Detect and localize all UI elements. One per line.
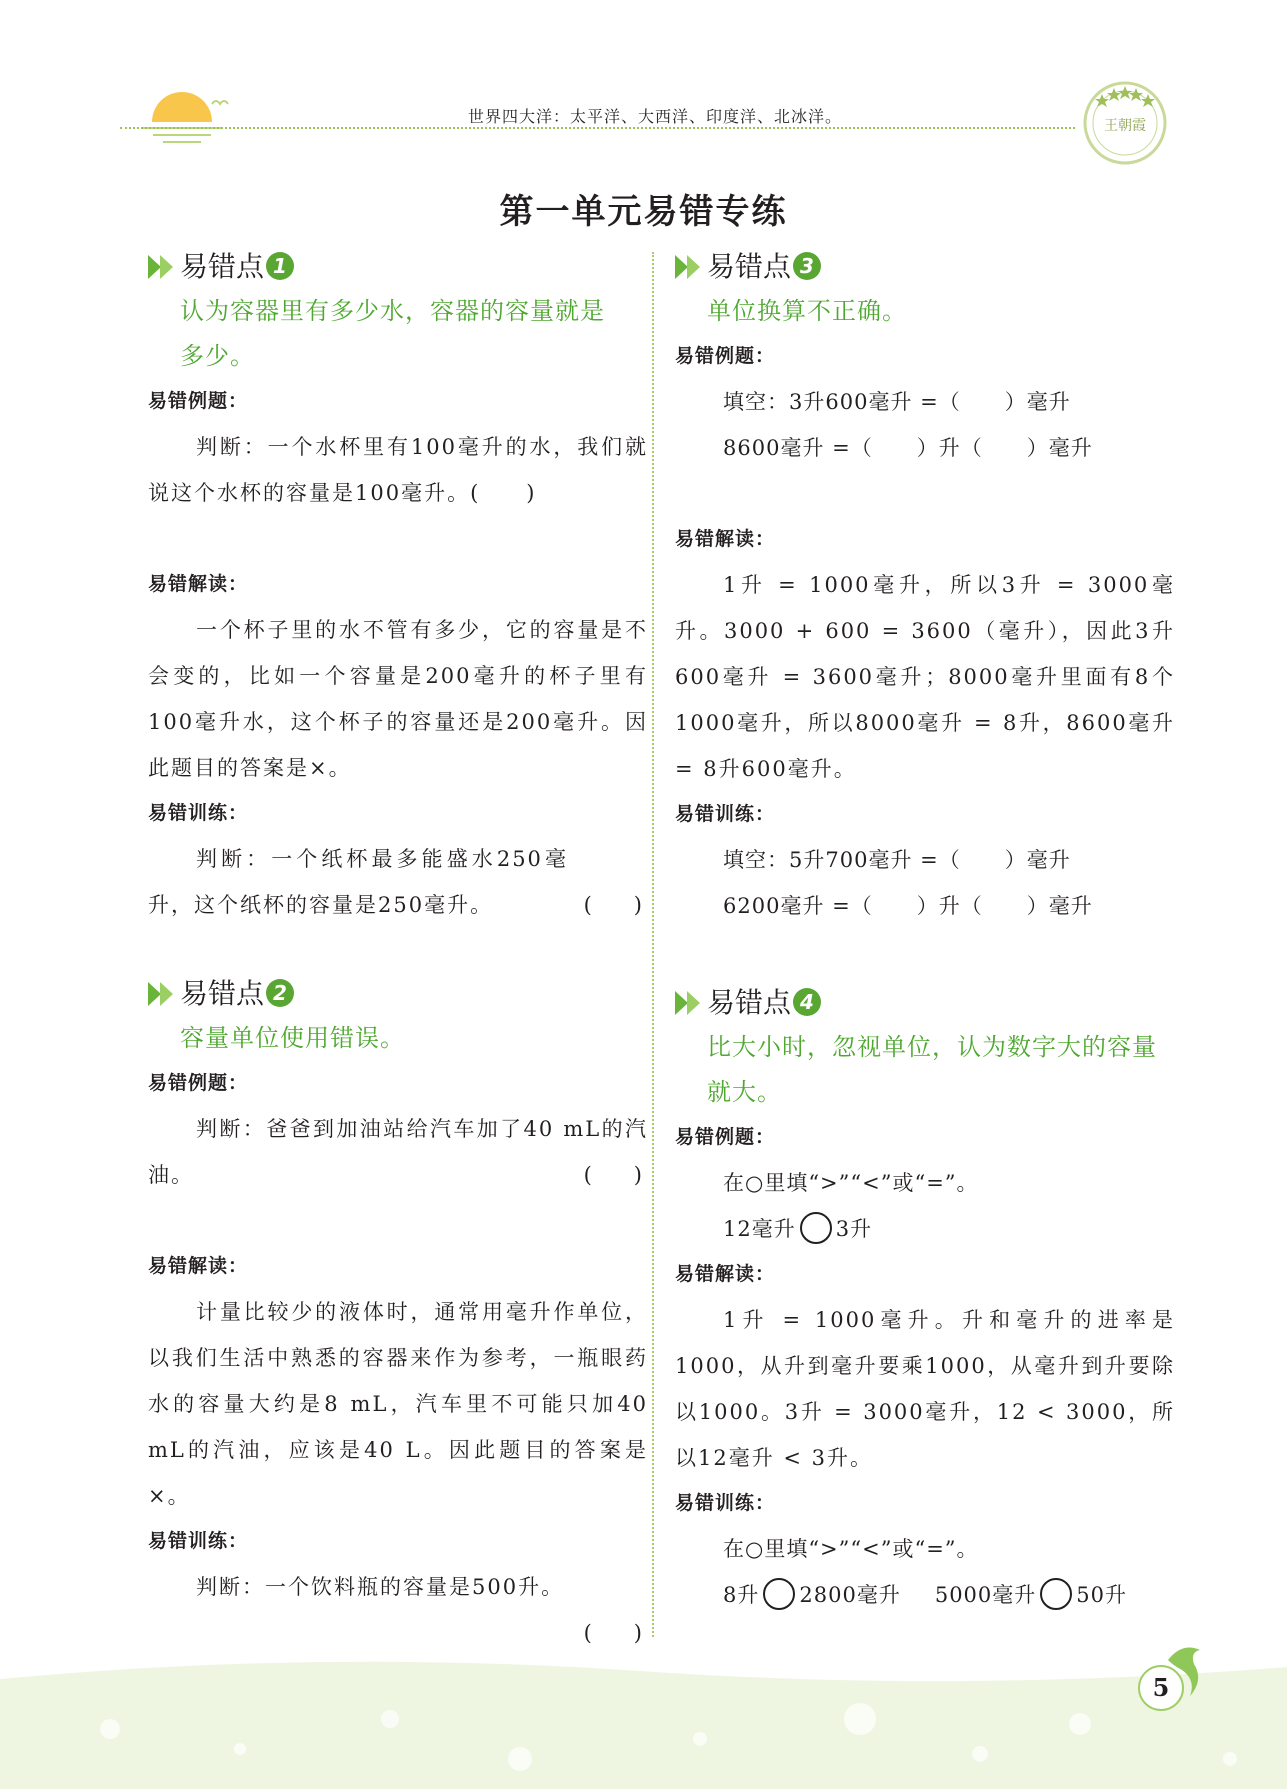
point-2-example-paren[interactable]: ( ) xyxy=(583,1163,642,1187)
point-1-heading xyxy=(148,245,648,289)
compare-right: 50升 xyxy=(1076,1583,1128,1607)
compare-left: 12毫升 xyxy=(723,1217,796,1241)
point-1-desc-line-2: 多少。 xyxy=(180,342,255,370)
point-3-example-line-1: 填空：3升600毫升 =（ ）毫升 xyxy=(723,390,1071,414)
point-label: 易错点 xyxy=(180,977,265,1010)
compare-left: 8升 xyxy=(723,1583,760,1607)
point-number-badge: 3 xyxy=(793,252,821,280)
compare-left: 5000毫升 xyxy=(934,1583,1037,1607)
double-arrow-icon xyxy=(148,255,178,279)
point-3-desc: 单位换算不正确。 xyxy=(707,297,907,325)
example-label: 易错例题： xyxy=(148,1072,249,1094)
train-label: 易错训练： xyxy=(148,802,249,824)
point-4-example-compare xyxy=(675,1206,1175,1252)
explain-label: 易错解读： xyxy=(675,528,776,550)
point-3-train-line-1: 填空：5升700毫升 =（ ）毫升 xyxy=(723,848,1071,872)
header-motto: 世界四大洋：太平洋、大西洋、印度洋、北冰洋。 xyxy=(468,107,843,126)
explain-label: 易错解读： xyxy=(675,1263,776,1285)
compare-right: 2800毫升 xyxy=(799,1583,901,1607)
compare-right: 3升 xyxy=(835,1217,873,1241)
point-4-train-compare xyxy=(675,1572,1175,1618)
example-label: 易错例题： xyxy=(148,390,249,412)
footer-wave-background xyxy=(0,1649,1287,1789)
explain-label: 易错解读： xyxy=(148,573,249,595)
svg-text:王朝霞: 王朝霞 xyxy=(1104,118,1146,134)
sun-logo-icon xyxy=(143,82,221,160)
point-label: 易错点 xyxy=(180,250,265,283)
point-2-train: 判断：一个饮料瓶的容量是500升。 xyxy=(196,1575,565,1599)
train-label: 易错训练： xyxy=(148,1530,249,1552)
page-number: 5 xyxy=(1138,1665,1184,1711)
column-divider xyxy=(652,252,654,1637)
example-label: 易错例题： xyxy=(675,1126,776,1148)
point-2-example: 判断：爸爸到加油站给汽车加了40 mL的汽油。 xyxy=(148,1117,648,1187)
point-2-explain: 计量比较少的液体时，通常用毫升作单位，以我们生活中熟悉的容器来作为参考，一瓶眼药水的容量大约是8 mL，汽车里不可能只加40 mL的汽油，应该是40 L。因此题目的答案是×。 xyxy=(148,1300,648,1508)
point-1-example: 判断：一个水杯里有100毫升的水，我们就说这个水杯的容量是100毫升。( ) xyxy=(148,435,648,505)
train-label: 易错训练： xyxy=(675,1492,776,1514)
birds-icon xyxy=(210,96,236,112)
point-label: 易错点 xyxy=(707,250,792,283)
compare-circle[interactable] xyxy=(1040,1578,1072,1610)
compare-circle[interactable] xyxy=(763,1578,795,1610)
point-1-desc-line-1: 认为容器里有多少水，容器的容量就是 xyxy=(180,297,605,325)
point-1-train: 判断：一个纸杯最多能盛水250毫升，这个纸杯的容量是250毫升。 xyxy=(148,847,568,917)
point-2-answer-paren[interactable]: ( ) xyxy=(583,1621,642,1645)
train-label: 易错训练： xyxy=(675,803,776,825)
explain-label: 易错解读： xyxy=(148,1255,249,1277)
point-4-desc-line-1: 比大小时，忽视单位，认为数字大的容量 xyxy=(707,1033,1157,1061)
point-3-heading xyxy=(675,245,1175,289)
double-arrow-icon xyxy=(148,982,178,1006)
left-column xyxy=(148,245,648,1656)
point-2-heading xyxy=(148,972,648,1016)
point-1-explain: 一个杯子里的水不管有多少，它的容量是不会变的，比如一个容量是200毫升的杯子里有100毫升水，这个杯子的容量还是200毫升。因此题目的答案是×。 xyxy=(148,618,648,780)
page-title: 第一单元易错专练 xyxy=(499,192,788,232)
point-3-train-line-2: 6200毫升 =（ ）升（ ）毫升 xyxy=(723,894,1093,918)
point-4-desc-line-2: 就大。 xyxy=(707,1078,782,1106)
point-label: 易错点 xyxy=(707,986,792,1019)
point-3-example-line-2: 8600毫升 =（ ）升（ ）毫升 xyxy=(723,436,1093,460)
point-2-desc: 容量单位使用错误。 xyxy=(180,1024,405,1052)
point-4-explain: 1升 = 1000毫升。升和毫升的进率是1000，从升到毫升要乘1000，从毫升到升要除以1000。3升 = 3000毫升，12 < 3000，所以12毫升 < 3升。 xyxy=(675,1308,1175,1470)
example-label: 易错例题： xyxy=(675,345,776,367)
point-number-badge: 2 xyxy=(266,979,294,1007)
point-4-train-instruction: 在○里填“>”“<”或“=”。 xyxy=(723,1537,979,1561)
compare-circle[interactable] xyxy=(800,1212,832,1244)
point-3-explain: 1升 = 1000毫升，所以3升 = 3000毫升。3000 + 600 = 3600（毫升），因此3升600毫升 = 3600毫升；8000毫升里面有8个1000毫升，所以8000毫升 = 8升，8600毫升 = 8升600毫升。 xyxy=(675,573,1175,781)
point-number-badge: 4 xyxy=(793,988,821,1016)
double-arrow-icon xyxy=(675,991,705,1015)
right-column xyxy=(675,245,1175,1618)
header-dotted-line xyxy=(120,127,1075,129)
point-4-example-instruction: 在○里填“>”“<”或“=”。 xyxy=(723,1171,979,1195)
point-4-heading xyxy=(675,981,1175,1025)
point-number-badge: 1 xyxy=(266,252,294,280)
double-arrow-icon xyxy=(675,255,705,279)
brand-seal-icon xyxy=(1080,78,1170,168)
point-1-answer-paren[interactable]: ( ) xyxy=(583,893,642,917)
